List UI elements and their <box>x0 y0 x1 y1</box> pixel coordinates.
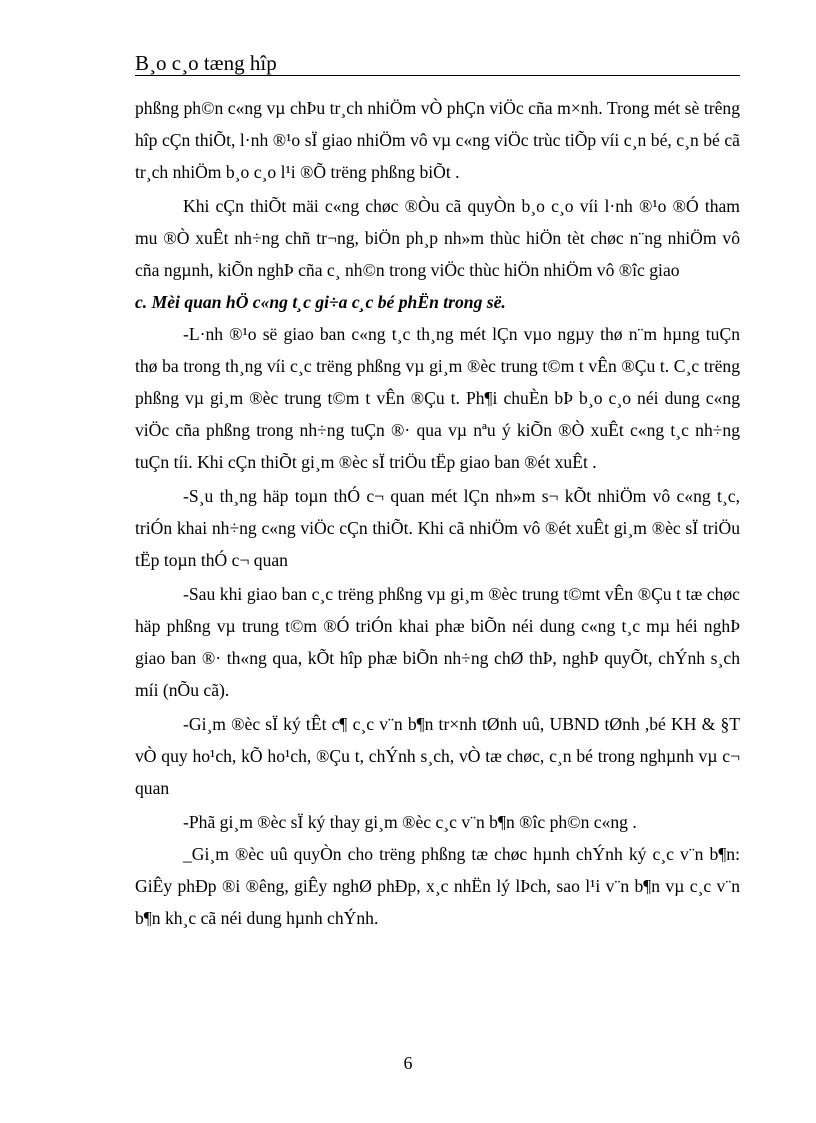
paragraph-4: -S¸u th¸ng häp toµn thÓ c¬ quan mét lÇn nh»m s¬ kÕt nhiÖm vô c«ng t¸c, triÓn khai nh÷ng c«ng viÖc cÇn thiÕt. Khi cã nhiÖm vô ®ét xuÊt gi¸m ®èc sÏ triÖu tËp toµn thÓ c¬ quan <box>135 486 740 570</box>
header-divider <box>135 75 740 76</box>
page-header-title: B¸o c¸o tæng hîp <box>135 51 277 75</box>
paragraph-5: -Sau khi giao ban c¸c trëng phßng vµ gi¸m ®èc trung t©mt vÊn ®Çu t tæ chøc häp phßng vµ trung t©m ®Ó triÓn khai phæ biÕn néi dung c«ng t¸c mµ héi nghÞ giao ban ®· th«ng qua, kÕt hîp phæ biÕn nh÷ng chØ thÞ, nghÞ quyÕt, chÝnh s¸ch míi (nÕu cã). <box>135 584 740 700</box>
paragraph-7: -Phã gi¸m ®èc sÏ ký thay gi¸m ®èc c¸c v¨n b¶n ®îc ph©n c«ng . <box>183 812 637 832</box>
paragraph-2: Khi cÇn thiÕt mäi c«ng chøc ®Òu cã quyÒn b¸o c¸o víi l·nh ®¹o ®Ó tham mu ®Ò xuÊt nh÷ng chñ tr¬ng, biÖn ph¸p nh»m thùc hiÖn tèt chøc n¨ng nhiÖm vô cña ngµnh, kiÕn nghÞ cña c¸ nh©n trong viÖc thùc hiÖn nhiÖm vô ®îc giao <box>135 196 740 280</box>
paragraph-1: phßng ph©n c«ng vµ chÞu tr¸ch nhiÖm vÒ phÇn viÖc cña m×nh. Trong mét sè trêng hîp cÇn thiÕt, l·nh ®¹o sÏ giao nhiÖm vô vµ c«ng viÖc trùc tiÕp víi c¸n bé, c¸n bé cã tr¸ch nhiÖm b¸o c¸o l¹i ®Õ trëng phßng biÕt . <box>135 98 740 182</box>
section-heading-c: c. Mèi quan hÖ c«ng t¸c gi÷a c¸c bé phËn trong së. <box>135 292 506 312</box>
paragraph-8: _Gi¸m ®èc uû quyÒn cho trëng phßng tæ chøc hµnh chÝnh ký c¸c v¨n b¶n: GiÊy phÐp ®i ®êng, giÊy nghØ phÐp, x¸c nhËn lý lÞch, sao l¹i v¨n b¶n vµ c¸c v¨n b¶n kh¸c cã néi dung hµnh chÝnh. <box>135 844 740 928</box>
paragraph-3: -L·nh ®¹o së giao ban c«ng t¸c th¸ng mét lÇn vµo ngµy thø n¨m hµng tuÇn thø ba trong th¸ng víi c¸c trëng phßng vµ gi¸m ®èc trung t©m t vÊn ®Çu t. C¸c trëng phßng vµ gi¸m ®èc trung t©m t vÊn ®Çu t. Ph¶i chuÈn bÞ b¸o c¸o néi dung c«ng viÖc cña phßng trong nh÷ng tuÇn ®· qua vµ nªu ý kiÕn ®Ò xuÊt c«ng t¸c nh÷ng tuÇn tíi. Khi cÇn thiÕt gi¸m ®èc sÏ triÖu tËp giao ban ®ét xuÊt . <box>135 324 740 472</box>
document-body <box>135 92 740 934</box>
page-number: 6 <box>403 1053 413 1073</box>
paragraph-6: -Gi¸m ®èc sÏ ký tÊt c¶ c¸c v¨n b¶n tr×nh tØnh uû, UBND tØnh ,bé KH & §T vÒ quy ho¹ch, kÕ ho¹ch, ®Çu t, chÝnh s¸ch, vÒ tæ chøc, c¸n bé trong nghµnh vµ c¬ quan <box>135 714 740 798</box>
